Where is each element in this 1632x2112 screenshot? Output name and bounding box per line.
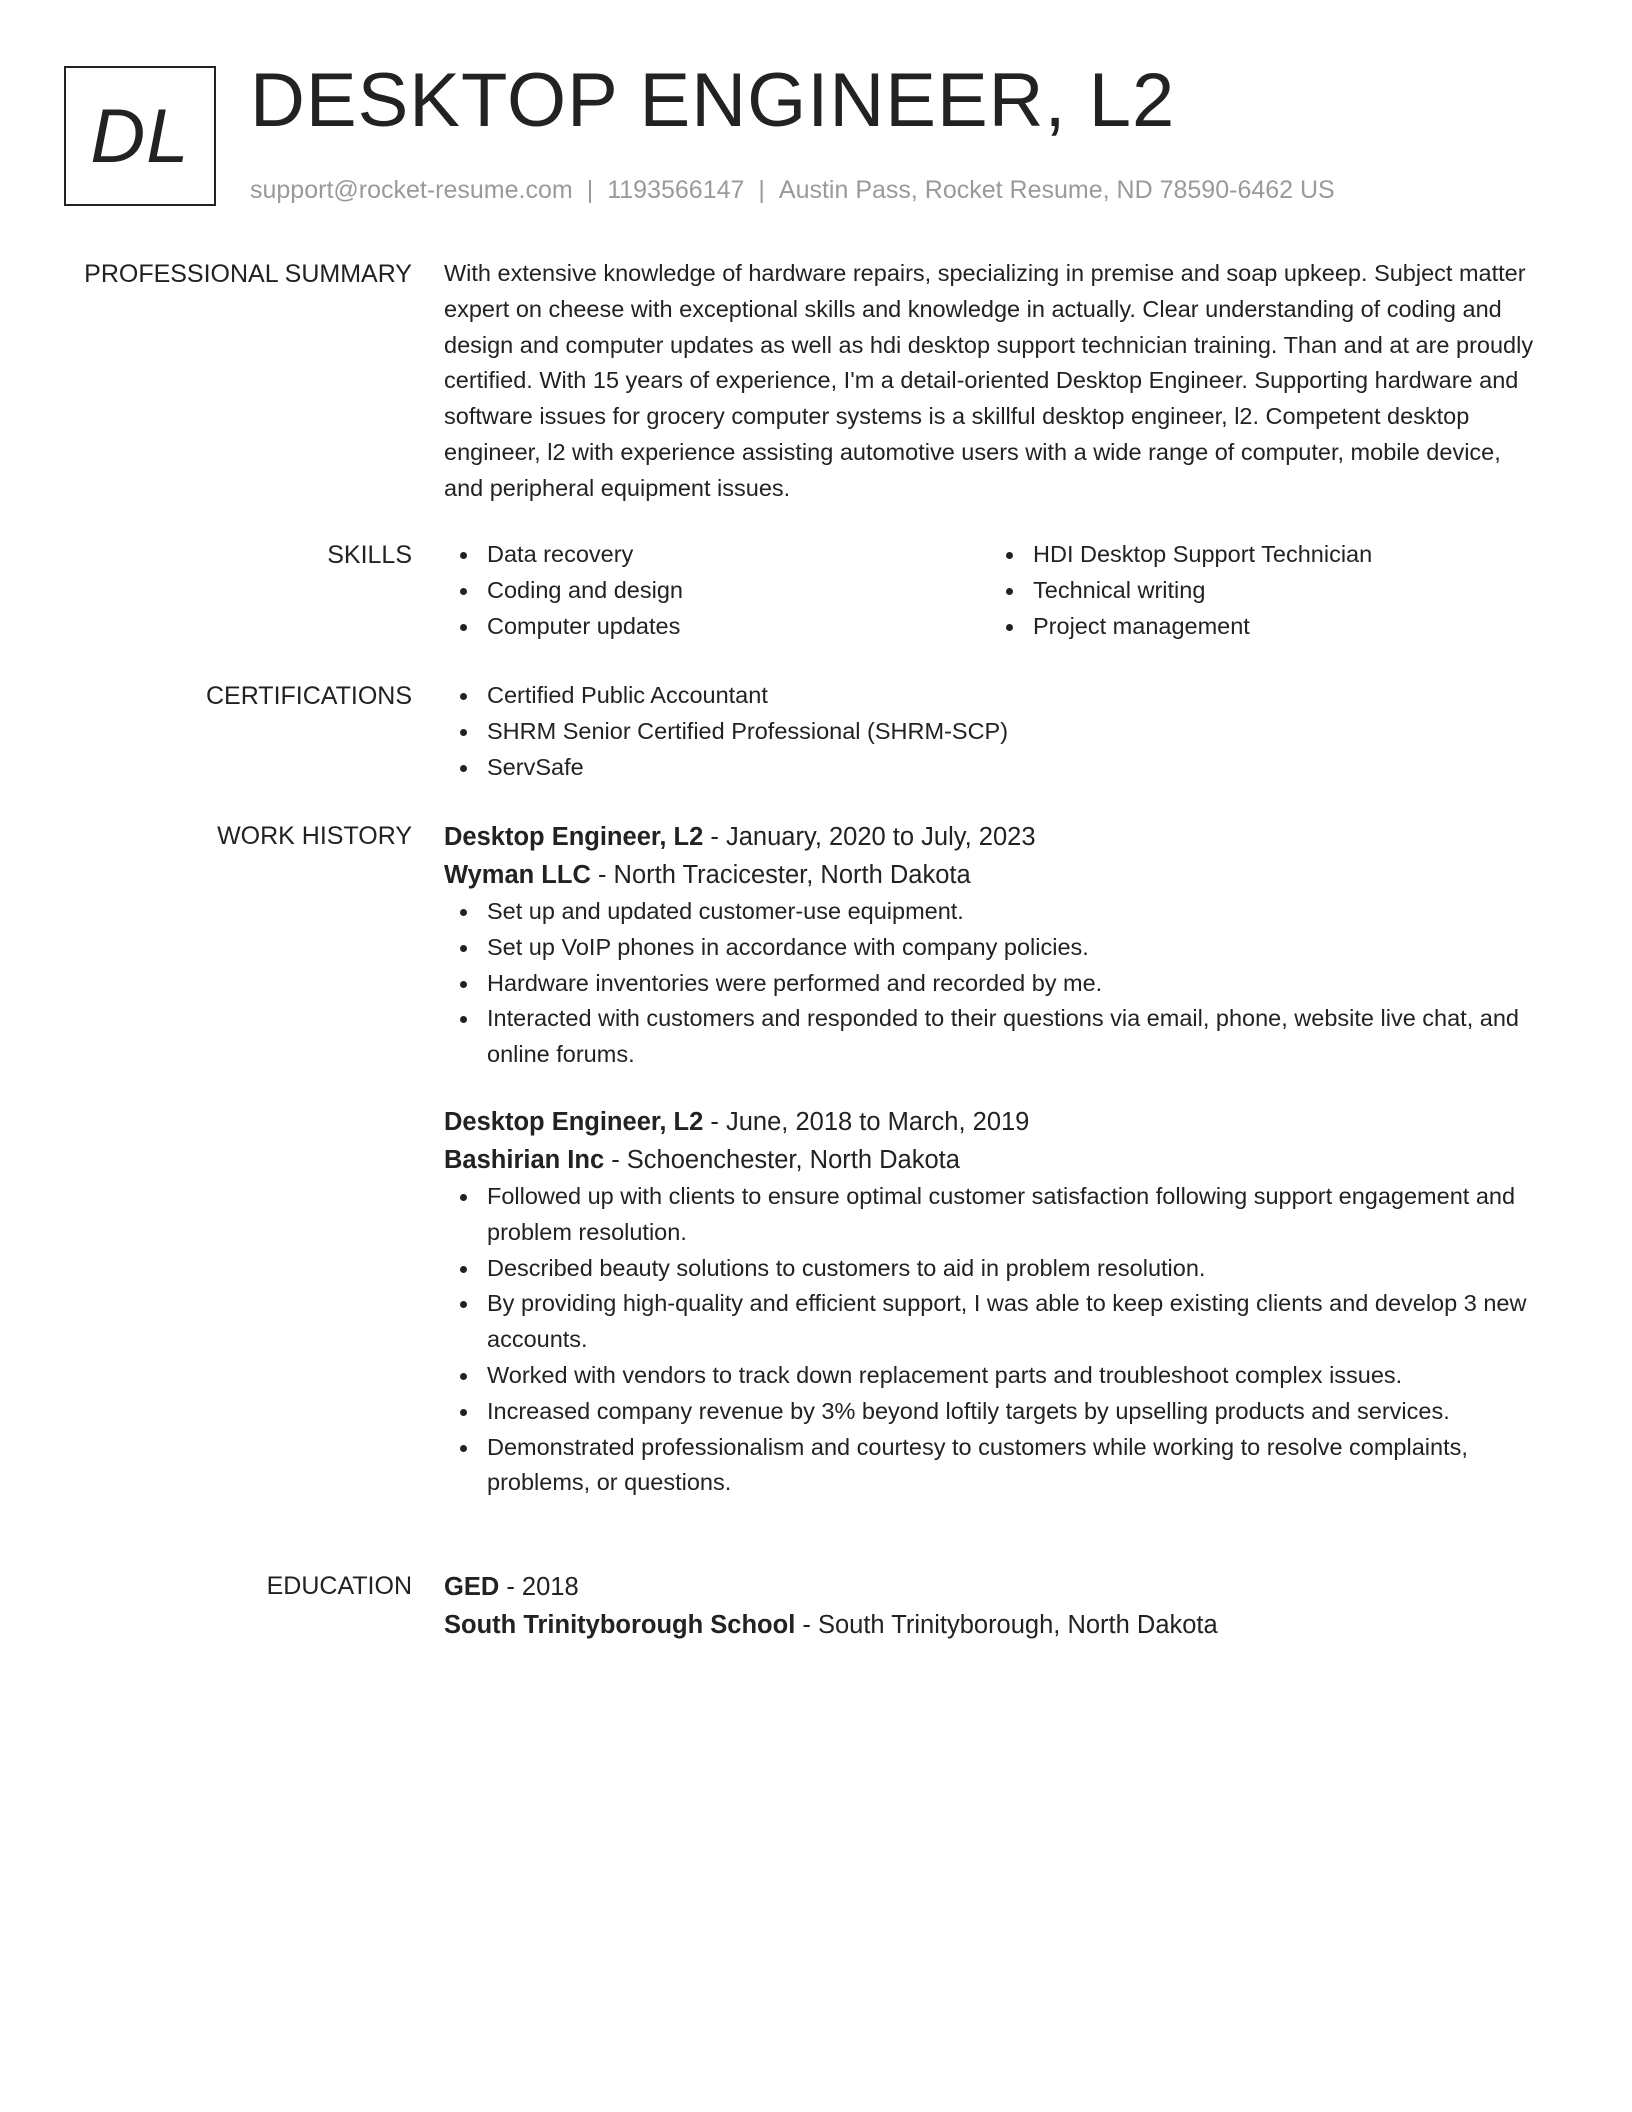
job-company: Bashirian Inc bbox=[444, 1145, 605, 1174]
skills-body bbox=[444, 537, 1544, 644]
job-company-line bbox=[444, 1141, 1544, 1179]
section-heading: WORK HISTORY bbox=[217, 822, 412, 850]
resume-title: DESKTOP ENGINEER, L2 bbox=[250, 58, 1176, 143]
list-item: Coding and design bbox=[444, 573, 990, 609]
list-item: HDI Desktop Support Technician bbox=[990, 537, 1536, 573]
section-heading: SKILLS bbox=[327, 541, 412, 569]
monogram-initials: DL bbox=[90, 93, 190, 179]
contact-phone[interactable]: 1193566147 bbox=[607, 176, 745, 204]
list-item: Computer updates bbox=[444, 609, 990, 645]
list-item: Increased company revenue by 3% beyond loftily targets by upselling products and services. bbox=[444, 1394, 1544, 1430]
monogram-box bbox=[64, 66, 216, 206]
certifications-list bbox=[444, 678, 1544, 785]
education-degree: GED bbox=[444, 1573, 500, 1601]
education-location: - South Trinityborough, North Dakota bbox=[795, 1611, 1218, 1639]
job-entry bbox=[444, 1103, 1544, 1501]
list-item: Project management bbox=[990, 609, 1536, 645]
job-company: Wyman LLC bbox=[444, 861, 591, 889]
education-body bbox=[444, 1568, 1544, 1644]
certifications-body bbox=[444, 678, 1544, 785]
list-item: Worked with vendors to track down replacement parts and troubleshoot complex issues. bbox=[444, 1358, 1544, 1394]
job-title: Desktop Engineer, L2 bbox=[444, 1107, 704, 1136]
list-item: Certified Public Accountant bbox=[444, 678, 1544, 714]
list-item: SHRM Senior Certified Professional (SHRM-SCP) bbox=[444, 714, 1544, 750]
list-item: Described beauty solutions to customers to aid in problem resolution. bbox=[444, 1251, 1544, 1287]
job-dates: - June, 2018 to March, 2019 bbox=[703, 1107, 1030, 1136]
contact-line bbox=[250, 172, 1335, 208]
summary-body bbox=[444, 256, 1544, 507]
contact-email[interactable]: support@rocket-resume.com bbox=[250, 176, 573, 204]
list-item: ServSafe bbox=[444, 750, 1544, 786]
summary-text: With extensive knowledge of hardware repairs, specializing in premise and soap upkeep. Subject matter expert on cheese with exceptional skills and knowledge in actually. Clear understanding of coding and design and computer updates as well as hdi desktop support technician training. Than and at are proudly certified. With 15 years of experience, I'm a detail-oriented Desktop Engineer. Supporting hardware and software issues for grocery computer systems is a skillful desktop engineer, l2. Competent desktop engineer, l2 with experience assisting automotive users with a wide range of computer, mobile device, and peripheral equipment issues. bbox=[444, 260, 1534, 501]
list-item: Followed up with clients to ensure optimal customer satisfaction following support engagement and problem resolution. bbox=[444, 1179, 1544, 1251]
job-location: - Schoenchester, North Dakota bbox=[604, 1145, 960, 1174]
list-item: Set up and updated customer-use equipment. bbox=[444, 894, 1544, 930]
job-company-line bbox=[444, 856, 1544, 894]
job-title: Desktop Engineer, L2 bbox=[444, 823, 704, 851]
education-degree-line bbox=[444, 1568, 1544, 1606]
section-heading: EDUCATION bbox=[266, 1572, 412, 1600]
section-heading: CERTIFICATIONS bbox=[205, 682, 412, 710]
work-history-body bbox=[444, 818, 1544, 1501]
job-bullets bbox=[444, 1179, 1544, 1501]
skills-list-left bbox=[444, 537, 990, 644]
education-school-line bbox=[444, 1606, 1544, 1644]
job-location: - North Tracicester, North Dakota bbox=[590, 861, 971, 889]
list-item: Data recovery bbox=[444, 537, 990, 573]
list-item: Set up VoIP phones in accordance with company policies. bbox=[444, 930, 1544, 966]
job-title-line bbox=[444, 818, 1544, 856]
contact-separator: | bbox=[758, 176, 765, 204]
job-bullets bbox=[444, 894, 1544, 1073]
education-year: - 2018 bbox=[499, 1573, 579, 1601]
job-entry bbox=[444, 818, 1544, 1073]
education-school: South Trinityborough School bbox=[444, 1611, 796, 1639]
list-item: By providing high-quality and efficient support, I was able to keep existing clients and develop 3 new accounts. bbox=[444, 1286, 1544, 1358]
job-title-line bbox=[444, 1103, 1544, 1141]
list-item: Interacted with customers and responded to their questions via email, phone, website live chat, and online forums. bbox=[444, 1001, 1544, 1073]
list-item: Demonstrated professionalism and courtesy to customers while working to resolve complaints, problems, or questions. bbox=[444, 1430, 1544, 1502]
contact-address: Austin Pass, Rocket Resume, ND 78590-6462 US bbox=[778, 176, 1335, 204]
list-item: Technical writing bbox=[990, 573, 1536, 609]
job-dates: - January, 2020 to July, 2023 bbox=[703, 823, 1036, 851]
skills-list-right bbox=[990, 537, 1536, 644]
contact-separator: | bbox=[586, 176, 594, 204]
section-heading: PROFESSIONAL SUMMARY bbox=[84, 260, 412, 288]
list-item: Hardware inventories were performed and recorded by me. bbox=[444, 966, 1544, 1002]
